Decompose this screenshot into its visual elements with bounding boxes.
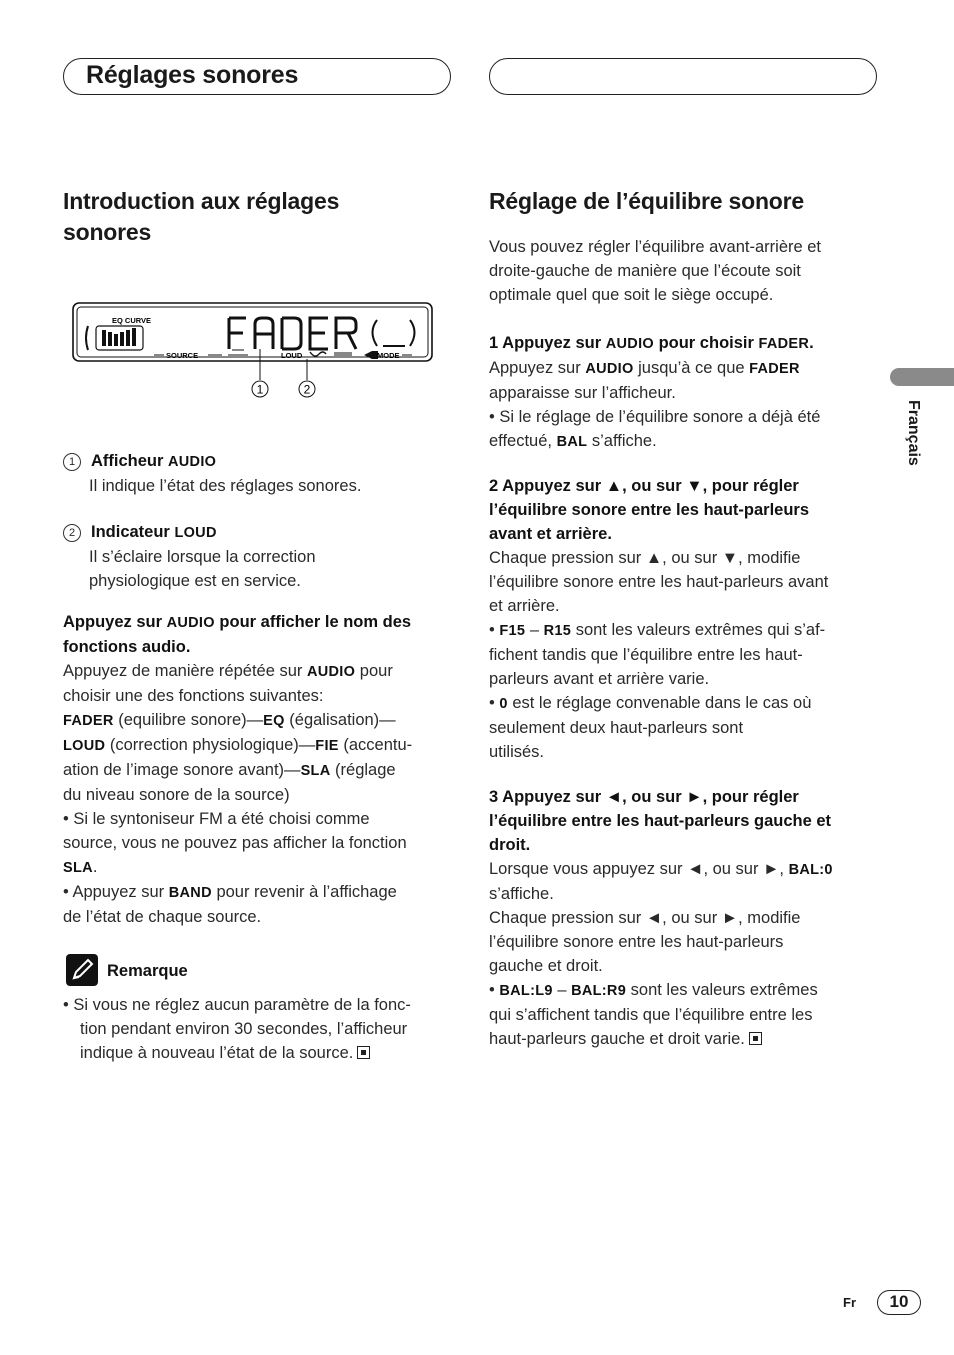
legend-marker-2: 2	[63, 524, 81, 542]
callout-number-1: 1	[256, 382, 264, 397]
source-label-row	[154, 350, 412, 360]
step-1: 1 Appuyez sur AUDIO pour choisir FADER. Appuyez sur AUDIO jusqu’à ce que FADER apparaisse sur l’afficheur. • Si le réglage de l’équilibre sonore a déjà été effectué, BAL s’affiche.	[489, 334, 821, 450]
callout-number-2: 2	[303, 382, 311, 397]
header-title-box	[63, 58, 451, 95]
header-empty-box	[489, 58, 877, 95]
note-pencil-icon	[66, 954, 98, 986]
mode-label: MODE	[377, 351, 400, 360]
display-svg	[72, 302, 434, 402]
balance-intro: Vous pouvez régler l’équilibre avant-arrière et droite-gauche de manière que l’écoute soit optimale quel que soit le siège occupé.	[489, 238, 822, 304]
step-3: 3 Appuyez sur ◄, ou sur ►, pour régler l’équilibre entre les haut-parleurs gauche et droit. Lorsque vous appuyez sur ◄, ou sur ►, BAL:0 s’affiche. Chaque pression sur ◄, ou sur ►, modifie l’équilibre sonore entre les haut-parleurs gauche et droit. • BAL:L9 – BAL:R9 sont les valeurs extrêmes qui s’affichent tandis que l’équilibre entre les haut-parleurs gauche et droit varie.	[489, 788, 833, 1048]
note-body: • Si vous ne réglez aucun paramètre de la fonc- tion pendant environ 30 secondes, l’afficheur indique à nouveau l’état de la source.	[63, 996, 411, 1062]
legend-marker-1: 1	[63, 453, 81, 471]
section-title-balance: Réglage de l’équilibre sonore	[489, 188, 804, 214]
step-2: 2 Appuyez sur ▲, ou sur ▼, pour régler l’équilibre sonore entre les haut-parleurs avant et arrière. Chaque pression sur ▲, ou sur ▼, modifie l’équilibre sonore entre les haut-parleurs avant et arrière. • F15 – R15 sont les valeurs extrêmes qui s’af- fichent tandis que l’équilibre entre les haut- parleurs avant et arrière varie. • 0 est le réglage convenable dans le cas où seulement deux haut-parleurs sont utilisés.	[489, 477, 829, 761]
audio-function-instructions: Appuyez sur AUDIO pour afficher le nom des fonctions audio. Appuyez de manière répétée sur AUDIO pour choisir une des fonctions suivantes: FADER (equilibre sonore)—EQ (égalisation)— LOUD (correction physiologique)—FIE (accentu- ation de l’image sonore avant)—SLA (réglage du niveau sonore de la source) • Si le syntoniseur FM a été choisi comme source, vous ne pouvez pas afficher la fonction SLA. • Appuyez sur BAND pour revenir à l’affichage de l’état de chaque source.	[63, 613, 413, 926]
loud-indicator-label: LOUD	[281, 351, 303, 360]
language-tab-label: Français	[905, 400, 922, 466]
page-title: Réglages sonores	[86, 61, 299, 89]
end-of-section-icon	[749, 1032, 762, 1045]
end-of-section-icon	[357, 1046, 370, 1059]
legend-item-1: 1 Afficheur AUDIO Il indique l’état des réglages sonores.	[63, 449, 455, 498]
language-tab-marker	[890, 368, 954, 386]
footer-language-code: Fr	[843, 1295, 856, 1310]
legend-item-2: 2 Indicateur LOUD Il s’éclaire lorsque la correction physiologique est en service.	[63, 520, 455, 593]
source-label: SOURCE	[166, 351, 199, 360]
note-title: Remarque	[107, 962, 188, 980]
eq-curve-label: EQ CURVE	[112, 316, 152, 325]
head-unit-display-illustration	[72, 302, 434, 402]
page-number: 10	[877, 1290, 921, 1315]
section-title-intro: Introduction aux réglages sonores	[63, 188, 340, 245]
